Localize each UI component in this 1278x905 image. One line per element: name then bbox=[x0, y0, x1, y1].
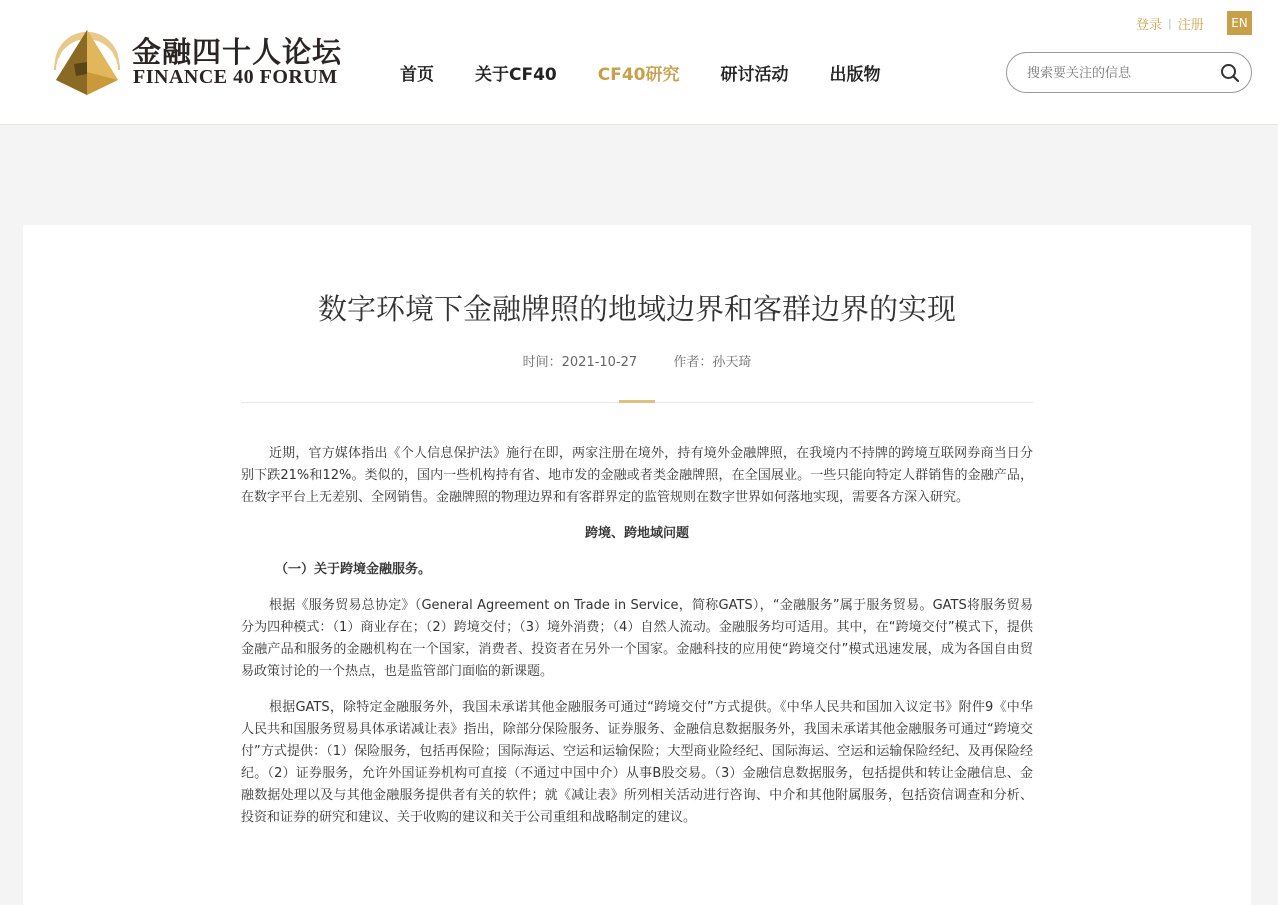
nav-item-about[interactable]: 关于CF40 bbox=[475, 65, 557, 85]
pyramid-logo-icon bbox=[52, 22, 122, 97]
main-nav bbox=[400, 60, 922, 85]
article-paragraph: 近期，官方媒体指出《个人信息保护法》施行在即，两家注册在境外，持有境外金融牌照，在我境内不持牌的跨境互联网券商当日分别下跌21%和12%。类似的，国内一些机构持有省、地市发的金融或者类金融牌照，在全国展业。一些只能向特定人群销售的金融产品，在数字平台上无差别、全网销售。金融牌照的物理边界和有客群界定的监管规则在数字世界如何落地实现，需要各方深入研究。 bbox=[241, 446, 1033, 505]
site-logo[interactable] bbox=[52, 22, 342, 97]
logo-english-text: FINANCE 40 FORUM bbox=[133, 66, 338, 88]
article-title: 数字环境下金融牌照的地域边界和客群边界的实现 bbox=[317, 292, 956, 326]
subsection-heading: （一）关于跨境金融服务。 bbox=[275, 562, 432, 577]
nav-item-events[interactable]: 研讨活动 bbox=[720, 65, 789, 85]
search-input[interactable] bbox=[1025, 62, 1210, 84]
link-separator: | bbox=[1168, 17, 1172, 30]
article-author: 作者：孙天琦 bbox=[673, 355, 752, 370]
nav-item-publications[interactable]: 出版物 bbox=[829, 65, 881, 85]
article-paragraph: 根据GATS，除特定金融服务外，我国未承诺其他金融服务可通过“跨境交付”方式提供。《中华人民共和国加入议定书》附件9《中华人民共和国服务贸易具体承诺减让表》指出，除部分保险服务、证券服务、金融信息数据服务外，我国未承诺其他金融服务可通过“跨境交付”方式提供：（1）保险服务，包括再保险；国际海运、空运和运输保险；大型商业险经纪、国际海运、空运和运输保险经纪、及再保险经纪。（2）证券服务，允许外国证券机构可直接（不通过中国中介）从事B股交易。（3）金融信息数据服务，包括提供和转让金融信息、金融数据处理以及与其他金融服务提供者有关的软件；就《减让表》所列相关活动进行咨询、中介和其他附属服务，包括资信调查和分析、投资和证券的研究和建议、关于收购的建议和关于公司重组和战略制定的建议。 bbox=[241, 700, 1033, 825]
nav-item-research[interactable]: CF40研究 bbox=[597, 65, 680, 85]
article-body bbox=[241, 443, 1033, 843]
article-paragraph: 根据《服务贸易总协定》（General Agreement on Trade in Service，简称GATS），“金融服务”属于服务贸易。GATS将服务贸易分为四种模式：（1）商业存在；（2）跨境交付；（3）境外消费；（4）自然人流动。金融服务均可适用。其中，在“跨境交付”模式下，提供金融产品和服务的金融机构在一个国家，消费者、投资者在另外一个国家。金融科技的应用使“跨境交付”模式迅速发展，成为各国自由贸易政策讨论的一个热点，也是监管部门面临的新课题。 bbox=[241, 598, 1033, 679]
search-box bbox=[1006, 52, 1252, 93]
site-header bbox=[0, 0, 1278, 125]
article-meta bbox=[23, 351, 1251, 370]
account-links bbox=[1136, 14, 1204, 33]
language-toggle-button[interactable]: EN bbox=[1227, 11, 1252, 35]
article-card bbox=[23, 225, 1251, 905]
title-divider-accent bbox=[619, 400, 655, 403]
nav-item-home[interactable]: 首页 bbox=[400, 65, 434, 85]
section-heading: 跨境、跨地域问题 bbox=[584, 526, 689, 541]
logo-chinese-text: 金融四十人论坛 bbox=[132, 35, 343, 69]
article-time: 时间：2021-10-27 bbox=[522, 355, 638, 370]
register-link[interactable]: 注册 bbox=[1177, 18, 1204, 33]
login-link[interactable]: 登录 bbox=[1136, 18, 1163, 33]
search-icon[interactable] bbox=[1220, 63, 1240, 83]
